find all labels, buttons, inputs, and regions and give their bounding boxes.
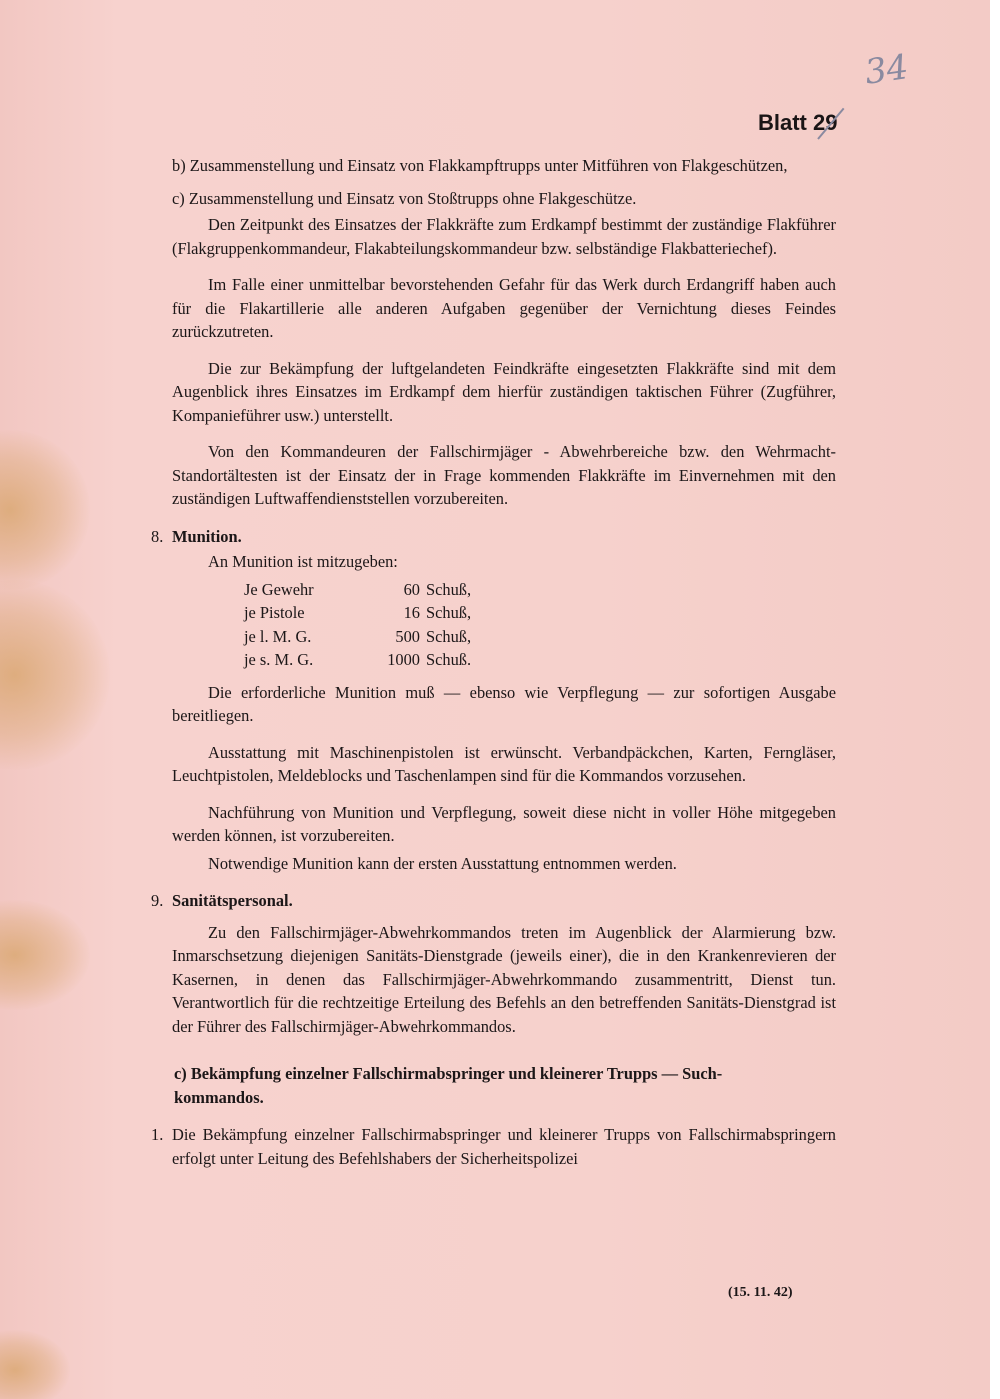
- section-title: Sanitätspersonal.: [172, 891, 293, 910]
- body-text: [151, 154, 836, 1170]
- paper-stain: [0, 580, 110, 770]
- table-row: [244, 625, 836, 649]
- table-row: [244, 601, 836, 625]
- paragraph: Ausstattung mit Maschinenpistolen ist erwünscht. Verbandpäckchen, Karten, Ferngläser, Leuchtpistolen, Meldeblocks und Taschenlampen sind für die Kommandos vorzusehen.: [172, 742, 836, 785]
- paragraph: Von den Kommandeuren der Fallschirmjäger - Abwehrbereiche bzw. den Wehrmacht-Standortältesten ist der Einsatz der in Frage kommenden Flakkräfte im Einvernehmen mit den zuständigen Luftwaffendienststellen vorzubereiten.: [172, 442, 836, 508]
- paper-stain: [0, 1330, 70, 1399]
- section-heading-line: kommandos.: [174, 1087, 264, 1107]
- weapon-cell: Je Gewehr: [244, 579, 314, 599]
- unit-cell: Schuß,: [426, 603, 472, 622]
- table-row: [244, 648, 836, 672]
- document-date: (15. 11. 42): [728, 1285, 793, 1300]
- paragraph: Die erforderliche Munition muß — ebenso wie Verpflegung — zur sofortigen Ausgabe bereitliegen.: [172, 682, 836, 725]
- amount-cell: 1000: [387, 650, 420, 669]
- scan-edge: [990, 0, 1000, 1399]
- section-heading-sanitaetspersonal: [151, 889, 836, 913]
- unit-cell: Schuß,: [426, 626, 472, 646]
- paragraph: Die zur Bekämpfung der luftgelandeten Feindkräfte eingesetzten Flakkräfte sind mit dem Augenblick ihres Einsatzes im Erdkampf dem hierfür zuständigen taktischen Führer (Zugführer, Kompanieführer usw.) unterstellt.: [172, 358, 836, 425]
- section-heading-c: [172, 1062, 836, 1109]
- handwritten-folio-number: 34: [862, 47, 911, 93]
- section-number: 9.: [151, 891, 164, 910]
- section-heading-munition: [151, 525, 836, 549]
- paragraph: Im Falle einer unmittelbar bevorstehenden Gefahr für das Werk durch Erdangriff haben auch für die Flakartillerie alle anderen Aufgaben gegenüber der Vernichtung dieses Feindes zurückzutreten.: [172, 275, 836, 341]
- unit-cell: Schuß.: [426, 650, 472, 669]
- section-heading-line: c) Bekämpfung einzelner Fallschirmabspringer und kleinerer Trupps — Such-: [174, 1064, 723, 1083]
- amount-cell: 500: [395, 626, 420, 646]
- paragraph: Zu den Fallschirmjäger-Abwehrkommandos treten im Augenblick der Alarmierung bzw. Inmarschsetzung diejenigen Sanitäts-Dienstgrade (jeweils einer), die in den Krankenrevieren der Kasernen, in denen das Fallschirmjäger-Abwehrkommando zusammentritt, Dienst tun. Verantwortlich für die rechtzeitige Erteilung des Befehls an den betreffenden Sanitäts-Dienstgrad ist der Führer des Fallschirmjäger-Abwehrkommandos.: [172, 922, 836, 1036]
- ammo-table: [244, 578, 836, 672]
- table-row: [244, 578, 836, 602]
- amount-cell: 60: [403, 579, 420, 599]
- sheet-label: Blatt 29: [758, 110, 838, 135]
- section-number: 8.: [151, 526, 164, 546]
- list-item-c: c) Zusammenstellung und Einsatz von Stoßtrupps ohne Flakgeschütze.: [172, 188, 637, 208]
- weapon-cell: je s. M. G.: [244, 650, 314, 669]
- paragraph: Notwendige Munition kann der ersten Ausstattung entnommen werden.: [208, 853, 677, 873]
- list-item-b: b) Zusammenstellung und Einsatz von Flakkampftrupps unter Mitführen von Flakgeschützen,: [172, 156, 788, 175]
- paper-stain: [0, 900, 90, 1010]
- paragraph: Den Zeitpunkt des Einsatzes der Flakkräfte zum Erdkampf bestimmt der zuständige Flakführer (Flakgruppenkommandeur, Flakabteilungskommandeur bzw. selbständige Flakbatteriechef).: [172, 215, 836, 258]
- item-text: Die Bekämpfung einzelner Fallschirmabspringer und kleinerer Trupps von Fallschirmabspringern erfolgt unter Leitung des Befehlshabers der Sicherheitspolizei: [172, 1125, 836, 1168]
- paragraph: An Munition ist mitzugeben:: [208, 552, 398, 571]
- amount-cell: 16: [403, 603, 420, 622]
- paper-stain: [0, 430, 90, 590]
- weapon-cell: je Pistole: [244, 603, 305, 622]
- weapon-cell: je l. M. G.: [244, 626, 312, 646]
- unit-cell: Schuß,: [426, 579, 472, 599]
- paragraph: Nachführung von Munition und Verpflegung, soweit diese nicht in voller Höhe mitgegeben werden können, ist vorzubereiten.: [172, 802, 836, 845]
- item-number: 1.: [151, 1125, 164, 1144]
- section-title: Munition.: [172, 526, 242, 546]
- numbered-paragraph: [151, 1123, 836, 1170]
